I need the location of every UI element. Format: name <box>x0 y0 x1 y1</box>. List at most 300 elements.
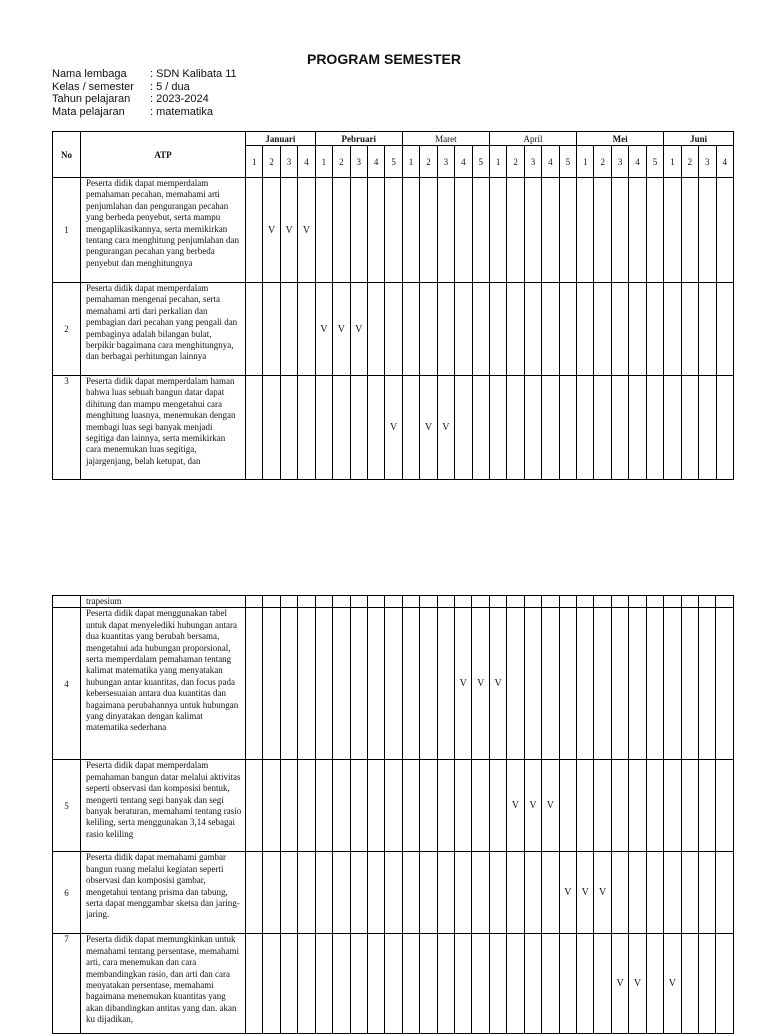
month-header: Mei <box>577 132 664 146</box>
week-cell <box>524 178 541 283</box>
week-cell <box>611 596 628 608</box>
week-cell <box>524 596 541 608</box>
week-cell <box>246 760 263 852</box>
week-number: 5 <box>559 146 576 178</box>
week-number: 5 <box>646 146 663 178</box>
row-number: 6 <box>53 852 81 934</box>
week-cell <box>664 852 681 934</box>
week-cell <box>542 178 559 283</box>
week-cell <box>246 608 263 760</box>
week-check-mark: V <box>280 178 297 283</box>
week-cell <box>455 852 472 934</box>
week-cell <box>611 852 628 934</box>
week-cell <box>315 934 332 1034</box>
week-cell <box>367 178 384 283</box>
week-cell <box>594 596 611 608</box>
table-row <box>53 178 734 283</box>
week-cell <box>367 852 384 934</box>
week-cell <box>646 760 663 852</box>
week-cell <box>246 376 263 480</box>
week-cell <box>263 283 280 376</box>
week-cell <box>507 283 524 376</box>
week-cell <box>559 934 576 1034</box>
week-cell <box>455 934 472 1034</box>
week-cell <box>594 283 611 376</box>
week-cell <box>472 376 489 480</box>
week-cell <box>577 283 594 376</box>
week-cell <box>577 376 594 480</box>
week-check-mark: V <box>594 852 611 934</box>
week-cell <box>246 852 263 934</box>
week-cell <box>611 178 628 283</box>
week-cell <box>698 596 715 608</box>
week-cell <box>681 178 698 283</box>
week-cell <box>577 596 594 608</box>
week-cell <box>577 178 594 283</box>
week-cell <box>507 852 524 934</box>
week-cell <box>280 934 297 1034</box>
table-row <box>53 934 734 1034</box>
header-atp: ATP <box>81 132 246 178</box>
row-number: 3 <box>53 376 81 480</box>
week-cell <box>716 760 733 852</box>
atp-cell: Peserta didik dapat memperdalam haman bahwa luas sebuah bangun datar dapat dihitung dan mampu mengetahui cara menghitung luasnya, menemukan dengan membagi luas segi banyak menjadi segitiga dan lainnya, serta memikirkan cara menemukan luas segitiga, jajargenjang, belah ketupat, dan <box>81 376 246 480</box>
week-cell <box>402 596 419 608</box>
week-number: 3 <box>280 146 297 178</box>
week-cell <box>664 283 681 376</box>
week-number: 5 <box>472 146 489 178</box>
info-row <box>52 68 237 81</box>
week-cell <box>559 760 576 852</box>
week-cell <box>280 376 297 480</box>
week-cell <box>402 760 419 852</box>
week-cell <box>699 178 716 283</box>
week-number: 1 <box>489 146 506 178</box>
week-number: 4 <box>716 146 733 178</box>
week-cell <box>333 376 350 480</box>
week-cell <box>611 376 628 480</box>
week-cell <box>681 760 698 852</box>
week-number: 1 <box>315 146 332 178</box>
week-check-mark: V <box>524 760 541 852</box>
week-number: 3 <box>350 146 367 178</box>
week-cell <box>524 376 541 480</box>
week-cell <box>542 596 559 608</box>
row-number <box>53 596 81 608</box>
week-number: 4 <box>367 146 384 178</box>
week-cell <box>402 608 419 760</box>
week-cell <box>524 283 541 376</box>
week-number: 4 <box>629 146 646 178</box>
week-cell <box>455 178 472 283</box>
week-cell <box>716 178 733 283</box>
week-cell <box>681 283 698 376</box>
week-cell <box>646 178 663 283</box>
week-cell <box>385 760 402 852</box>
info-value: : SDN Kalibata 11 <box>150 68 237 80</box>
week-cell <box>420 760 437 852</box>
week-cell <box>298 760 315 852</box>
row-number: 2 <box>53 283 81 376</box>
week-cell <box>664 608 681 760</box>
week-number: 4 <box>542 146 559 178</box>
week-check-mark: V <box>507 760 524 852</box>
week-cell <box>402 178 419 283</box>
week-cell <box>402 283 419 376</box>
week-cell <box>716 608 733 760</box>
week-number: 5 <box>385 146 402 178</box>
week-check-mark: V <box>350 283 367 376</box>
atp-cell: Peserta didik dapat memperdalam pemahaman bangun datar melalui aktivitas seperti observasi dan komposisi bentuk, mengerti tentang segi banyak dan segi banyak beraturan, memahami tentang rasio keliling, serta menggunakan 3,14 sebagai rasio keliling <box>81 760 246 852</box>
week-check-mark: V <box>333 283 350 376</box>
week-cell <box>472 760 489 852</box>
info-label: Kelas / semester <box>52 80 134 93</box>
week-cell <box>716 376 733 480</box>
week-cell <box>716 596 733 608</box>
week-cell <box>542 376 559 480</box>
week-cell <box>489 760 506 852</box>
info-value: : 5 / dua <box>150 80 190 93</box>
month-header: Maret <box>402 132 489 146</box>
week-cell <box>420 178 437 283</box>
week-cell <box>402 852 419 934</box>
week-check-mark: V <box>472 608 489 760</box>
week-cell <box>542 283 559 376</box>
row-number: 5 <box>53 760 81 852</box>
week-cell <box>698 852 715 934</box>
week-check-mark: V <box>437 376 454 480</box>
week-cell <box>437 596 454 608</box>
week-cell <box>246 178 263 283</box>
week-cell <box>524 934 541 1034</box>
week-number: 3 <box>611 146 628 178</box>
week-number: 1 <box>664 146 681 178</box>
week-cell <box>698 760 715 852</box>
week-cell <box>664 596 681 608</box>
week-cell <box>472 852 489 934</box>
week-cell <box>577 760 594 852</box>
week-cell <box>489 934 506 1034</box>
week-cell <box>489 852 506 934</box>
week-cell <box>315 376 332 480</box>
week-cell <box>333 852 350 934</box>
week-cell <box>629 852 646 934</box>
week-check-mark: V <box>611 934 628 1034</box>
week-cell <box>350 934 367 1034</box>
atp-cell: Peserta didik dapat memperdalam pemahaman mengenai pecahan, serta memahami arti dari perkalian dan pembagian dari pecahan yang pengali dan pembaginya adalah bilangan bulat, berpikir bagaimana cara menghitungnya, dan berbagai perhitungan lainnya <box>81 283 246 376</box>
week-cell <box>716 934 733 1034</box>
info-value: : 2023-2024 <box>150 93 209 105</box>
month-header: Juni <box>664 132 734 146</box>
week-number: 2 <box>594 146 611 178</box>
week-cell <box>507 608 524 760</box>
week-cell <box>664 376 681 480</box>
week-number: 2 <box>681 146 698 178</box>
week-cell <box>646 596 663 608</box>
week-cell <box>402 376 419 480</box>
week-cell <box>420 596 437 608</box>
week-cell <box>646 283 663 376</box>
month-header: April <box>489 132 576 146</box>
week-cell <box>611 608 628 760</box>
atp-cell: Peserta didik dapat memperdalam pemahaman pecahan, memahami arti penjumlahan dan pengurangan pecahan yang berbeda penyebut, serta mampu mengaplikasikannya, serta memikirkan tentang cara menghitung penjumlahan dan pengurangan pecahan yang berbeda penyebut dan menghitungnya <box>81 178 246 283</box>
week-cell <box>698 608 715 760</box>
week-cell <box>437 852 454 934</box>
week-cell <box>437 934 454 1034</box>
week-cell <box>420 608 437 760</box>
week-cell <box>681 934 698 1034</box>
week-check-mark: V <box>489 608 506 760</box>
semester-program-table-continued <box>52 595 734 1034</box>
week-cell <box>263 852 280 934</box>
week-number: 1 <box>402 146 419 178</box>
week-cell <box>385 852 402 934</box>
row-number: 1 <box>53 178 81 283</box>
week-check-mark: V <box>420 376 437 480</box>
week-cell <box>315 596 332 608</box>
week-cell <box>263 608 280 760</box>
week-cell <box>559 608 576 760</box>
week-cell <box>594 178 611 283</box>
week-cell <box>298 608 315 760</box>
week-check-mark: V <box>455 608 472 760</box>
week-cell <box>367 596 384 608</box>
week-cell <box>507 376 524 480</box>
week-cell <box>315 178 332 283</box>
week-number: 2 <box>420 146 437 178</box>
week-cell <box>315 760 332 852</box>
info-value: : matematika <box>150 105 213 118</box>
week-cell <box>437 760 454 852</box>
week-cell <box>472 283 489 376</box>
month-header: Pebruari <box>315 132 402 146</box>
week-cell <box>489 376 506 480</box>
info-row <box>52 106 237 119</box>
week-cell <box>629 283 646 376</box>
week-cell <box>402 934 419 1034</box>
week-cell <box>315 852 332 934</box>
week-number: 2 <box>333 146 350 178</box>
week-cell <box>699 283 716 376</box>
week-number: 3 <box>699 146 716 178</box>
atp-cell: Peserta didik dapat menggunakan tabel untuk dapat menyelediki hubungan antara dua kuantitas yang berubah bersama, mengetahui ada hubungan proporsional, serta memperdalam pemahaman tentang kalimat matematika yang menyatakan hubungan antar kuantitas, dan focus pada kebersesuaian antara dua kuantitas dan bagaimana perubahannya untuk hubungan yang dinyatakan dengan kalimat matematika sederhana <box>81 608 246 760</box>
week-cell <box>298 596 315 608</box>
week-cell <box>559 376 576 480</box>
table-row <box>53 852 734 934</box>
atp-cell: Peserta didik dapat memahami gambar bangun ruang melalui kegiatan seperti observasi dan komposisi gambar, mengetahui tentang prisma dan tabung, serta dapat menggambar sketsa dan jaring-jaring. <box>81 852 246 934</box>
week-cell <box>350 596 367 608</box>
document-info <box>52 68 237 118</box>
week-cell <box>664 760 681 852</box>
week-cell <box>298 283 315 376</box>
week-cell <box>280 608 297 760</box>
week-cell <box>594 608 611 760</box>
week-cell <box>489 596 506 608</box>
week-cell <box>646 852 663 934</box>
week-cell <box>507 178 524 283</box>
week-cell <box>681 608 698 760</box>
week-number: 3 <box>437 146 454 178</box>
week-cell <box>333 178 350 283</box>
week-number: 4 <box>298 146 315 178</box>
week-cell <box>280 283 297 376</box>
week-cell <box>559 178 576 283</box>
week-check-mark: V <box>664 934 681 1034</box>
header-no: No <box>53 132 81 178</box>
table-row <box>53 376 734 480</box>
week-cell <box>350 608 367 760</box>
week-cell <box>298 376 315 480</box>
week-cell <box>489 178 506 283</box>
week-number: 1 <box>577 146 594 178</box>
week-cell <box>455 376 472 480</box>
week-cell <box>367 934 384 1034</box>
week-cell <box>681 376 698 480</box>
week-cell <box>385 283 402 376</box>
week-cell <box>664 178 681 283</box>
week-cell <box>455 596 472 608</box>
week-cell <box>246 283 263 376</box>
week-cell <box>350 852 367 934</box>
week-check-mark: V <box>577 852 594 934</box>
week-cell <box>280 596 297 608</box>
week-cell <box>350 376 367 480</box>
info-label: Mata pelajaran <box>52 105 125 118</box>
week-cell <box>629 596 646 608</box>
week-cell <box>629 608 646 760</box>
week-cell <box>367 283 384 376</box>
week-cell <box>629 760 646 852</box>
week-cell <box>350 760 367 852</box>
atp-cell: trapesium <box>81 596 246 608</box>
week-cell <box>437 608 454 760</box>
week-cell <box>716 283 733 376</box>
week-cell <box>577 934 594 1034</box>
table-row <box>53 596 734 608</box>
info-row <box>52 81 237 94</box>
week-cell <box>367 376 384 480</box>
week-cell <box>542 852 559 934</box>
week-check-mark: V <box>542 760 559 852</box>
week-number: 2 <box>263 146 280 178</box>
week-cell <box>246 596 263 608</box>
week-cell <box>333 934 350 1034</box>
week-check-mark: V <box>385 376 402 480</box>
week-cell <box>263 934 280 1034</box>
semester-program-table <box>52 131 734 480</box>
week-cell <box>455 283 472 376</box>
week-cell <box>681 596 698 608</box>
week-check-mark: V <box>263 178 280 283</box>
week-cell <box>577 608 594 760</box>
week-cell <box>646 934 663 1034</box>
week-cell <box>472 934 489 1034</box>
week-cell <box>455 760 472 852</box>
week-check-mark: V <box>559 852 576 934</box>
week-cell <box>646 376 663 480</box>
week-cell <box>507 934 524 1034</box>
week-cell <box>333 608 350 760</box>
week-check-mark: V <box>298 178 315 283</box>
week-cell <box>315 608 332 760</box>
table-row <box>53 283 734 376</box>
week-number: 3 <box>524 146 541 178</box>
week-cell <box>437 178 454 283</box>
week-cell <box>263 376 280 480</box>
week-cell <box>629 178 646 283</box>
week-cell <box>385 934 402 1034</box>
week-cell <box>646 608 663 760</box>
table-row <box>53 608 734 760</box>
week-check-mark: V <box>629 934 646 1034</box>
week-cell <box>298 934 315 1034</box>
week-cell <box>524 852 541 934</box>
week-cell <box>298 852 315 934</box>
week-cell <box>367 608 384 760</box>
week-cell <box>489 283 506 376</box>
week-cell <box>716 852 733 934</box>
week-cell <box>472 178 489 283</box>
table-row <box>53 760 734 852</box>
info-row <box>52 93 237 106</box>
week-number: 2 <box>507 146 524 178</box>
info-label: Nama lembaga <box>52 68 127 80</box>
week-cell <box>420 934 437 1034</box>
week-cell <box>280 760 297 852</box>
week-cell <box>611 283 628 376</box>
info-label: Tahun pelajaran <box>52 93 131 105</box>
week-cell <box>385 596 402 608</box>
week-cell <box>524 608 541 760</box>
week-cell <box>698 934 715 1034</box>
week-cell <box>263 596 280 608</box>
week-cell <box>594 376 611 480</box>
week-cell <box>629 376 646 480</box>
week-number: 1 <box>246 146 263 178</box>
week-cell <box>437 283 454 376</box>
week-cell <box>594 934 611 1034</box>
month-header: Januari <box>246 132 316 146</box>
week-cell <box>542 608 559 760</box>
week-cell <box>350 178 367 283</box>
week-number: 4 <box>455 146 472 178</box>
week-cell <box>681 852 698 934</box>
week-cell <box>559 283 576 376</box>
week-cell <box>333 596 350 608</box>
week-cell <box>542 934 559 1034</box>
week-cell <box>246 934 263 1034</box>
atp-cell: Peserta didik dapat memungkinkan untuk memahami tentang persentase, memahami arti, cara menemukan dan cara membandingkan rasio, dan arti dan cara menyatakan persentase, memahami bagaimana menemukan kuantitas yang akan dibandingkan antitas yang dan. akan ku dijadikan, <box>81 934 246 1034</box>
week-check-mark: V <box>315 283 332 376</box>
week-cell <box>263 760 280 852</box>
week-cell <box>594 760 611 852</box>
week-cell <box>385 608 402 760</box>
week-cell <box>559 596 576 608</box>
page-title: PROGRAM SEMESTER <box>306 51 461 67</box>
week-cell <box>507 596 524 608</box>
week-cell <box>611 760 628 852</box>
week-cell <box>333 760 350 852</box>
week-cell <box>367 760 384 852</box>
week-cell <box>385 178 402 283</box>
week-cell <box>420 283 437 376</box>
week-cell <box>280 852 297 934</box>
row-number: 7 <box>53 934 81 1034</box>
week-cell <box>699 376 716 480</box>
week-cell <box>472 596 489 608</box>
week-cell <box>420 852 437 934</box>
row-number: 4 <box>53 608 81 760</box>
